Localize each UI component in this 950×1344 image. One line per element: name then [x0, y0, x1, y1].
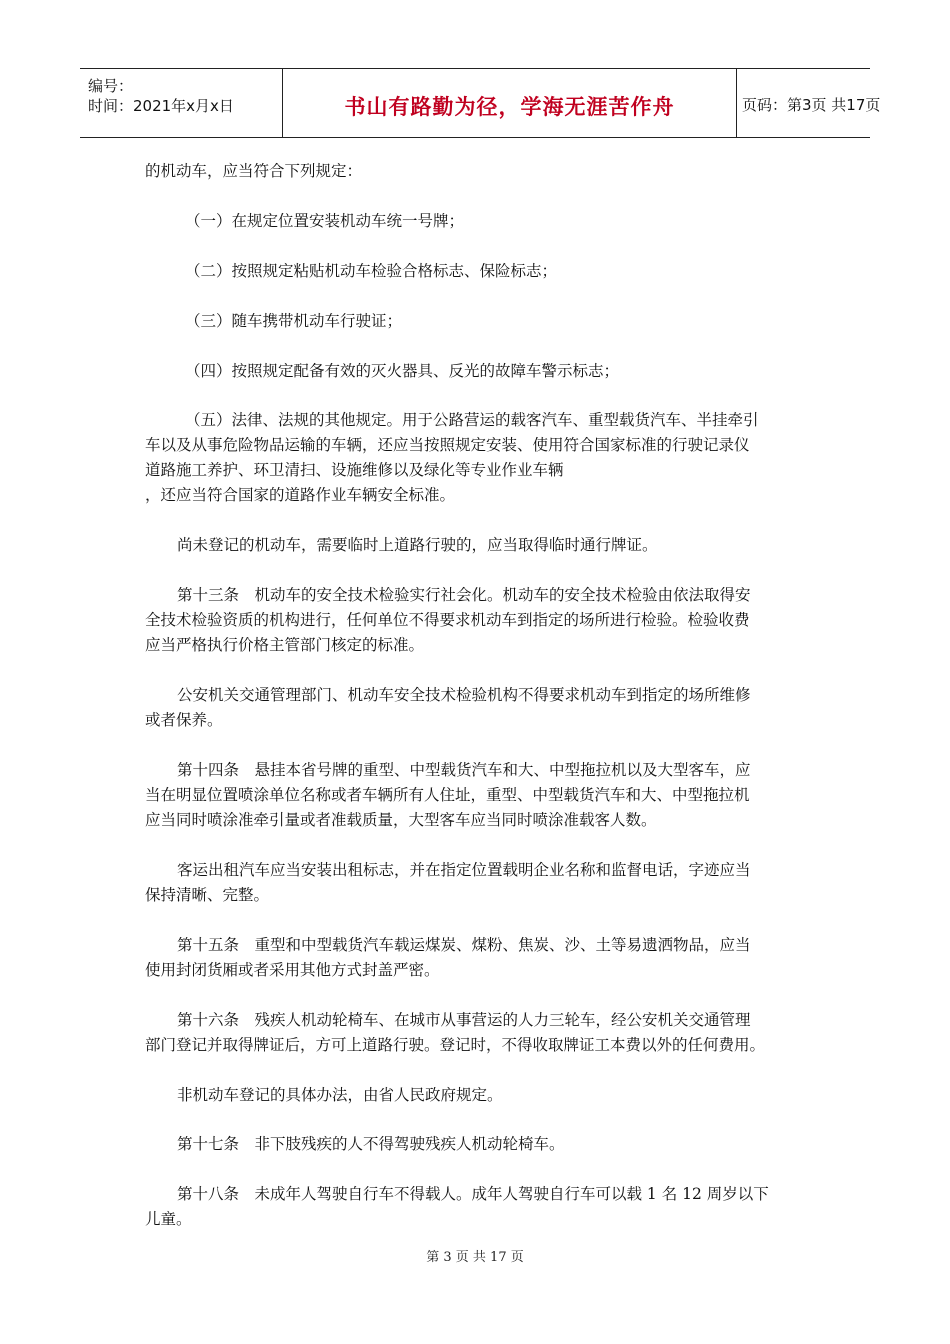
text-line: 第十七条 非下肢残疾的人不得驾驶残疾人机动轮椅车。: [177, 1135, 565, 1153]
document-date-label: 时间：2021年x月x日: [88, 97, 234, 115]
header-motto: 书山有路勤为径，学海无涯苦作舟: [344, 95, 675, 119]
text-line: 客运出租汽车应当安装出租标志，并在指定位置载明企业名称和监督电话，字迹应当: [177, 861, 751, 879]
text-line: 部门登记并取得牌证后，方可上道路行驶。登记时，不得收取牌证工本费以外的任何费用。: [145, 1036, 766, 1054]
text-line: 应当同时喷涂准牵引量或者准载质量，大型客车应当同时喷涂准载客人数。: [145, 811, 657, 829]
text-line: 车以及从事危险物品运输的车辆，还应当按照规定安装、使用符合国家标准的行驶记录仪: [145, 436, 750, 454]
text-line: 保持清晰、完整。: [145, 886, 270, 904]
text-line: 当在明显位置喷涂单位名称或者车辆所有人住址，重型、中型载货汽车和大、中型拖拉机: [145, 786, 750, 804]
text-line: （二）按照规定粘贴机动车检验合格标志、保险标志；: [185, 262, 558, 280]
header-page-cell: [736, 69, 881, 137]
page-header: [80, 68, 881, 138]
header-motto-cell: [282, 69, 737, 137]
header-left-cell: [80, 69, 282, 137]
header-page-info: 页码：第3页 共17页: [742, 96, 881, 114]
text-line: 非机动车登记的具体办法，由省人民政府规定。: [177, 1086, 503, 1104]
text-line: 全技术检验资质的机构进行，任何单位不得要求机动车到指定的场所进行检验。检验收费: [145, 611, 750, 629]
text-line: 第十六条 残疾人机动轮椅车、在城市从事营运的人力三轮车，经公安机关交通管理: [177, 1011, 751, 1029]
text-line: （四）按照规定配备有效的灭火器具、反光的故障车警示标志；: [185, 362, 620, 380]
text-line: 或者保养。: [145, 711, 223, 729]
text-line: 第十五条 重型和中型载货汽车载运煤炭、煤粉、焦炭、沙、土等易遗洒物品，应当: [177, 936, 751, 954]
text-line: （五）法律、法规的其他规定。用于公路营运的载客汽车、重型载货汽车、半挂牵引: [185, 411, 759, 429]
text-line: 的机动车，应当符合下列规定：: [145, 162, 363, 180]
text-line: 道路施工养护、环卫清扫、设施维修以及绿化等专业作业车辆: [145, 461, 564, 479]
text-line: 使用封闭货厢或者采用其他方式封盖严密。: [145, 961, 440, 979]
text-line: （一）在规定位置安装机动车统一号牌；: [185, 212, 465, 230]
text-line: 第十四条 悬挂本省号牌的重型、中型载货汽车和大、中型拖拉机以及大型客车，应: [177, 761, 751, 779]
text-line: 尚未登记的机动车，需要临时上道路行驶的，应当取得临时通行牌证。: [177, 536, 658, 554]
text-line: ，还应当符合国家的道路作业车辆安全标准。: [145, 486, 456, 504]
text-line: 儿童。: [145, 1210, 192, 1228]
text-line: 第十八条 未成年人驾驶自行车不得载人。成年人驾驶自行车可以载 1 名 12 周岁以下: [177, 1185, 769, 1203]
page-footer: 第 3 页 共 17 页: [426, 1250, 524, 1265]
text-line: 第十三条 机动车的安全技术检验实行社会化。机动车的安全技术检验由依法取得安: [177, 586, 751, 604]
document-number-label: 编号：: [88, 77, 134, 95]
text-line: （三）随车携带机动车行驶证；: [185, 312, 403, 330]
text-line: 应当严格执行价格主管部门核定的标准。: [145, 636, 425, 654]
text-line: 公安机关交通管理部门、机动车安全技术检验机构不得要求机动车到指定的场所维修: [177, 686, 751, 704]
